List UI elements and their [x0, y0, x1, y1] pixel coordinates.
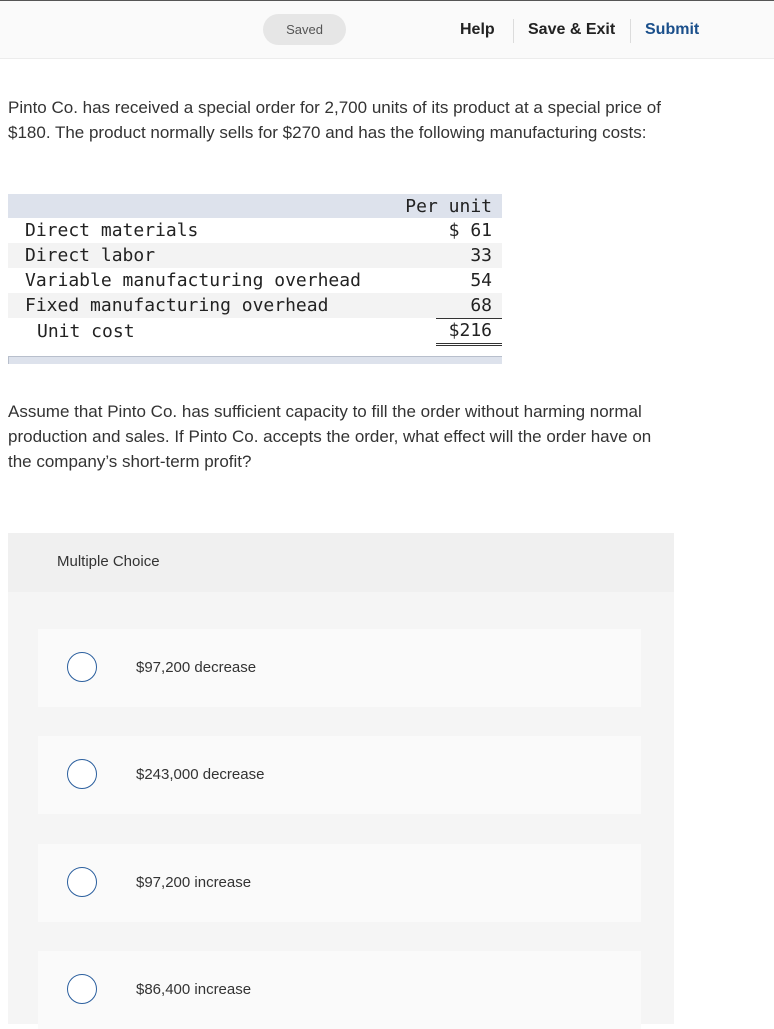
save-exit-button[interactable]: Save & Exit [528, 21, 616, 38]
option-label: $97,200 increase [136, 874, 252, 891]
radio-button[interactable] [67, 759, 97, 789]
table-row [8, 218, 502, 243]
divider [513, 19, 514, 43]
row-value: $ 61 [448, 220, 492, 241]
top-bar [0, 0, 774, 59]
cost-table [8, 194, 502, 346]
answer-option[interactable] [38, 844, 641, 922]
radio-button[interactable] [67, 652, 97, 682]
row-label: Fixed manufacturing overhead [25, 295, 329, 316]
cost-table-header [8, 194, 502, 218]
multiple-choice-title: Multiple Choice [57, 553, 160, 570]
row-value: 33 [470, 245, 492, 266]
submit-button[interactable]: Submit [645, 21, 700, 38]
table-footer-bar [8, 356, 502, 364]
table-total-row [8, 318, 502, 346]
question-prompt: Assume that Pinto Co. has sufficient capacity to fill the order without harming normal production and sales. If Pinto Co. accepts the order, what effect will the order have on the company’s short-term profit? [8, 402, 652, 471]
option-label: $97,200 decrease [136, 659, 257, 676]
row-label: Variable manufacturing overhead [25, 270, 361, 291]
radio-button[interactable] [67, 974, 97, 1004]
multiple-choice-panel [8, 533, 674, 1024]
option-label: $243,000 decrease [136, 766, 265, 783]
multiple-choice-header [8, 533, 674, 592]
total-label: Unit cost [37, 321, 135, 342]
saved-status-badge: Saved [263, 14, 346, 45]
row-label: Direct labor [25, 245, 156, 266]
per-unit-header: Per unit [405, 196, 492, 217]
row-label: Direct materials [25, 220, 199, 241]
table-row [8, 293, 502, 318]
help-button[interactable]: Help [460, 21, 495, 38]
table-row [8, 243, 502, 268]
divider [630, 19, 631, 43]
row-value: 68 [470, 295, 492, 316]
row-value: 54 [470, 270, 492, 291]
option-label: $86,400 increase [136, 981, 252, 998]
total-value: $216 [436, 318, 502, 346]
answer-option[interactable] [38, 951, 641, 1029]
answer-option[interactable] [38, 736, 641, 814]
question-intro: Pinto Co. has received a special order for 2,700 units of its product at a special price of $180. The product normally sells for $270 and has the following manufacturing costs: [8, 98, 661, 142]
radio-button[interactable] [67, 867, 97, 897]
table-row [8, 268, 502, 293]
answer-option[interactable] [38, 629, 641, 707]
